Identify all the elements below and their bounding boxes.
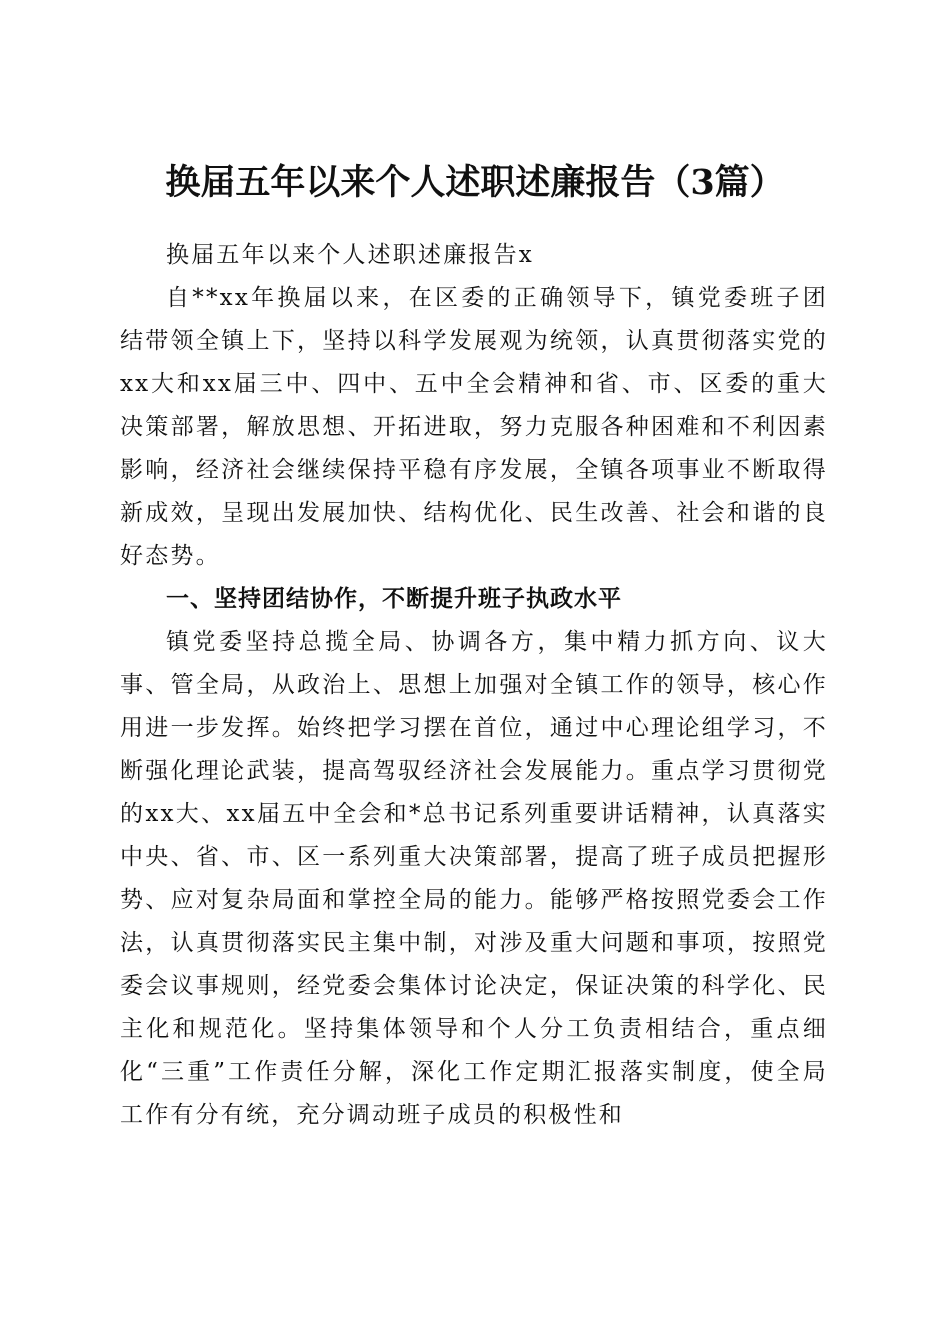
section-paragraph: 镇党委坚持总揽全局、协调各方，集中精力抓方向、议大事、管全局，从政治上、思想上加强对全镇工作的领导，核心作用进一步发挥。始终把学习摆在首位，通过中心理论组学习，不断强化理论武装，提高驾驭经济社会发展能力。重点学习贯彻党的xx大、xx届五中全会和*总书记系列重要讲话精神，认真落实中央、省、市、区一系列重大决策部署，提高了班子成员把握形势、应对复杂局面和掌控全局的能力。能够严格按照党委会工作法，认真贯彻落实民主集中制，对涉及重大问题和事项，按照党委会议事规则，经党委会集体讨论决定，保证决策的科学化、民主化和规范化。坚持集体领导和个人分工负责相结合，重点细化“三重”工作责任分解，深化工作定期汇报落实制度，使全局工作有分有统，充分调动班子成员的积极性和 <box>120 629 828 1128</box>
intro-paragraph: 自**xx年换届以来，在区委的正确领导下，镇党委班子团结带领全镇上下，坚持以科学发展观为统领，认真贯彻落实党的xx大和xx届三中、四中、五中全会精神和省、市、区委的重大决策部署，解放思想、开拓进取，努力克服各种困难和不利因素影响，经济社会继续保持平稳有序发展，全镇各项事业不断取得新成效，呈现出发展加快、结构优化、民生改善、社会和谐的良好态势。 <box>120 285 828 569</box>
document-title: 换届五年以来个人述职述廉报告（3篇） <box>165 162 785 204</box>
section-heading: 一、坚持团结协作，不断提升班子执政水平 <box>166 586 622 612</box>
document-body <box>120 234 828 1137</box>
subtitle-paragraph: 换届五年以来个人述职述廉报告x <box>166 242 534 268</box>
